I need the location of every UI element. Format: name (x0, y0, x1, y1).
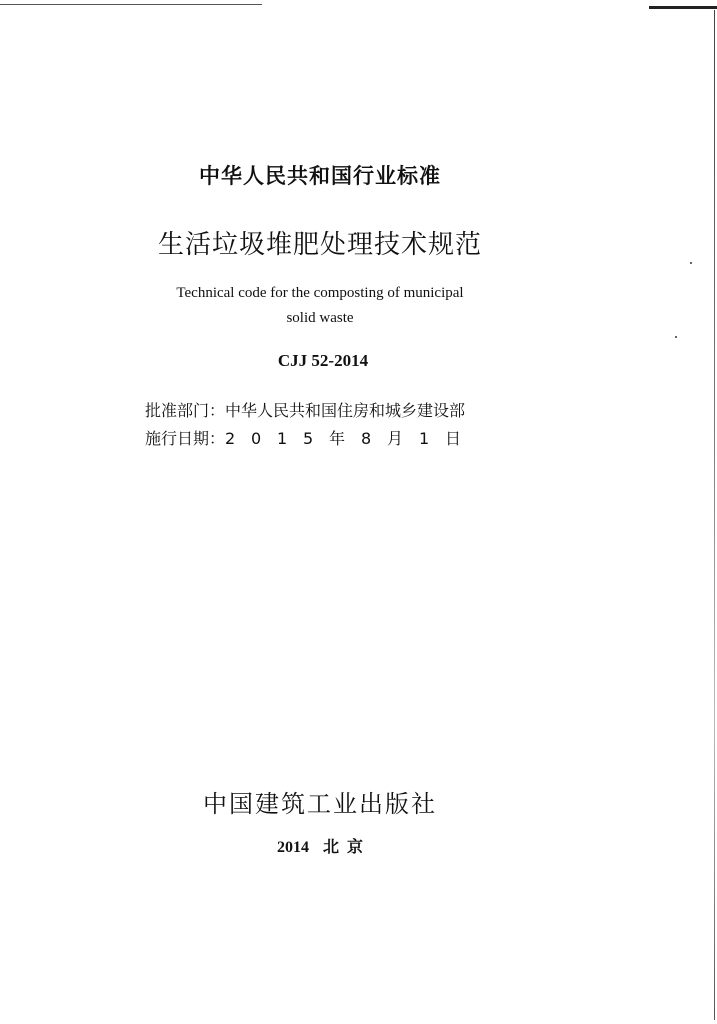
standard-series: 中华人民共和国行业标准 (199, 164, 441, 188)
scan-speck (690, 262, 692, 264)
effective-date-char: 日 (445, 429, 462, 448)
document-title-english-line-1: Technical code for the composting of municipal (176, 285, 464, 301)
effective-date-char: 5 (303, 429, 314, 448)
effective-date-char: 月 (387, 429, 404, 448)
publication-year: 2014 (276, 839, 309, 856)
effective-date-char: 2 (225, 429, 236, 448)
approval-department-row (145, 398, 465, 421)
publisher-name: 中国建筑工业出版社 (203, 790, 437, 818)
scan-page-edge (714, 10, 715, 1020)
effective-date-char: 0 (251, 429, 262, 448)
document-title-chinese: 生活垃圾堆肥处理技术规范 (157, 230, 482, 260)
publication-city: 北 京 (322, 839, 363, 856)
approval-department-value: 中华人民共和国住房和城乡建设部 (225, 401, 466, 420)
standard-code: CJJ 52-2014 (277, 351, 369, 370)
approval-department-label: 批准部门： (145, 401, 226, 420)
effective-date-row (145, 426, 471, 449)
scan-speck (675, 336, 677, 338)
scan-border-line (649, 6, 717, 9)
effective-date-char: 年 (329, 429, 346, 448)
effective-date-char: 1 (419, 429, 430, 448)
publication-imprint (0, 834, 640, 857)
effective-date-char: 8 (361, 429, 372, 448)
effective-date-char: 1 (277, 429, 288, 448)
document-title-english-line-2: solid waste (286, 310, 354, 326)
effective-date-label: 施行日期： (145, 429, 226, 448)
scan-border-line (0, 4, 262, 5)
